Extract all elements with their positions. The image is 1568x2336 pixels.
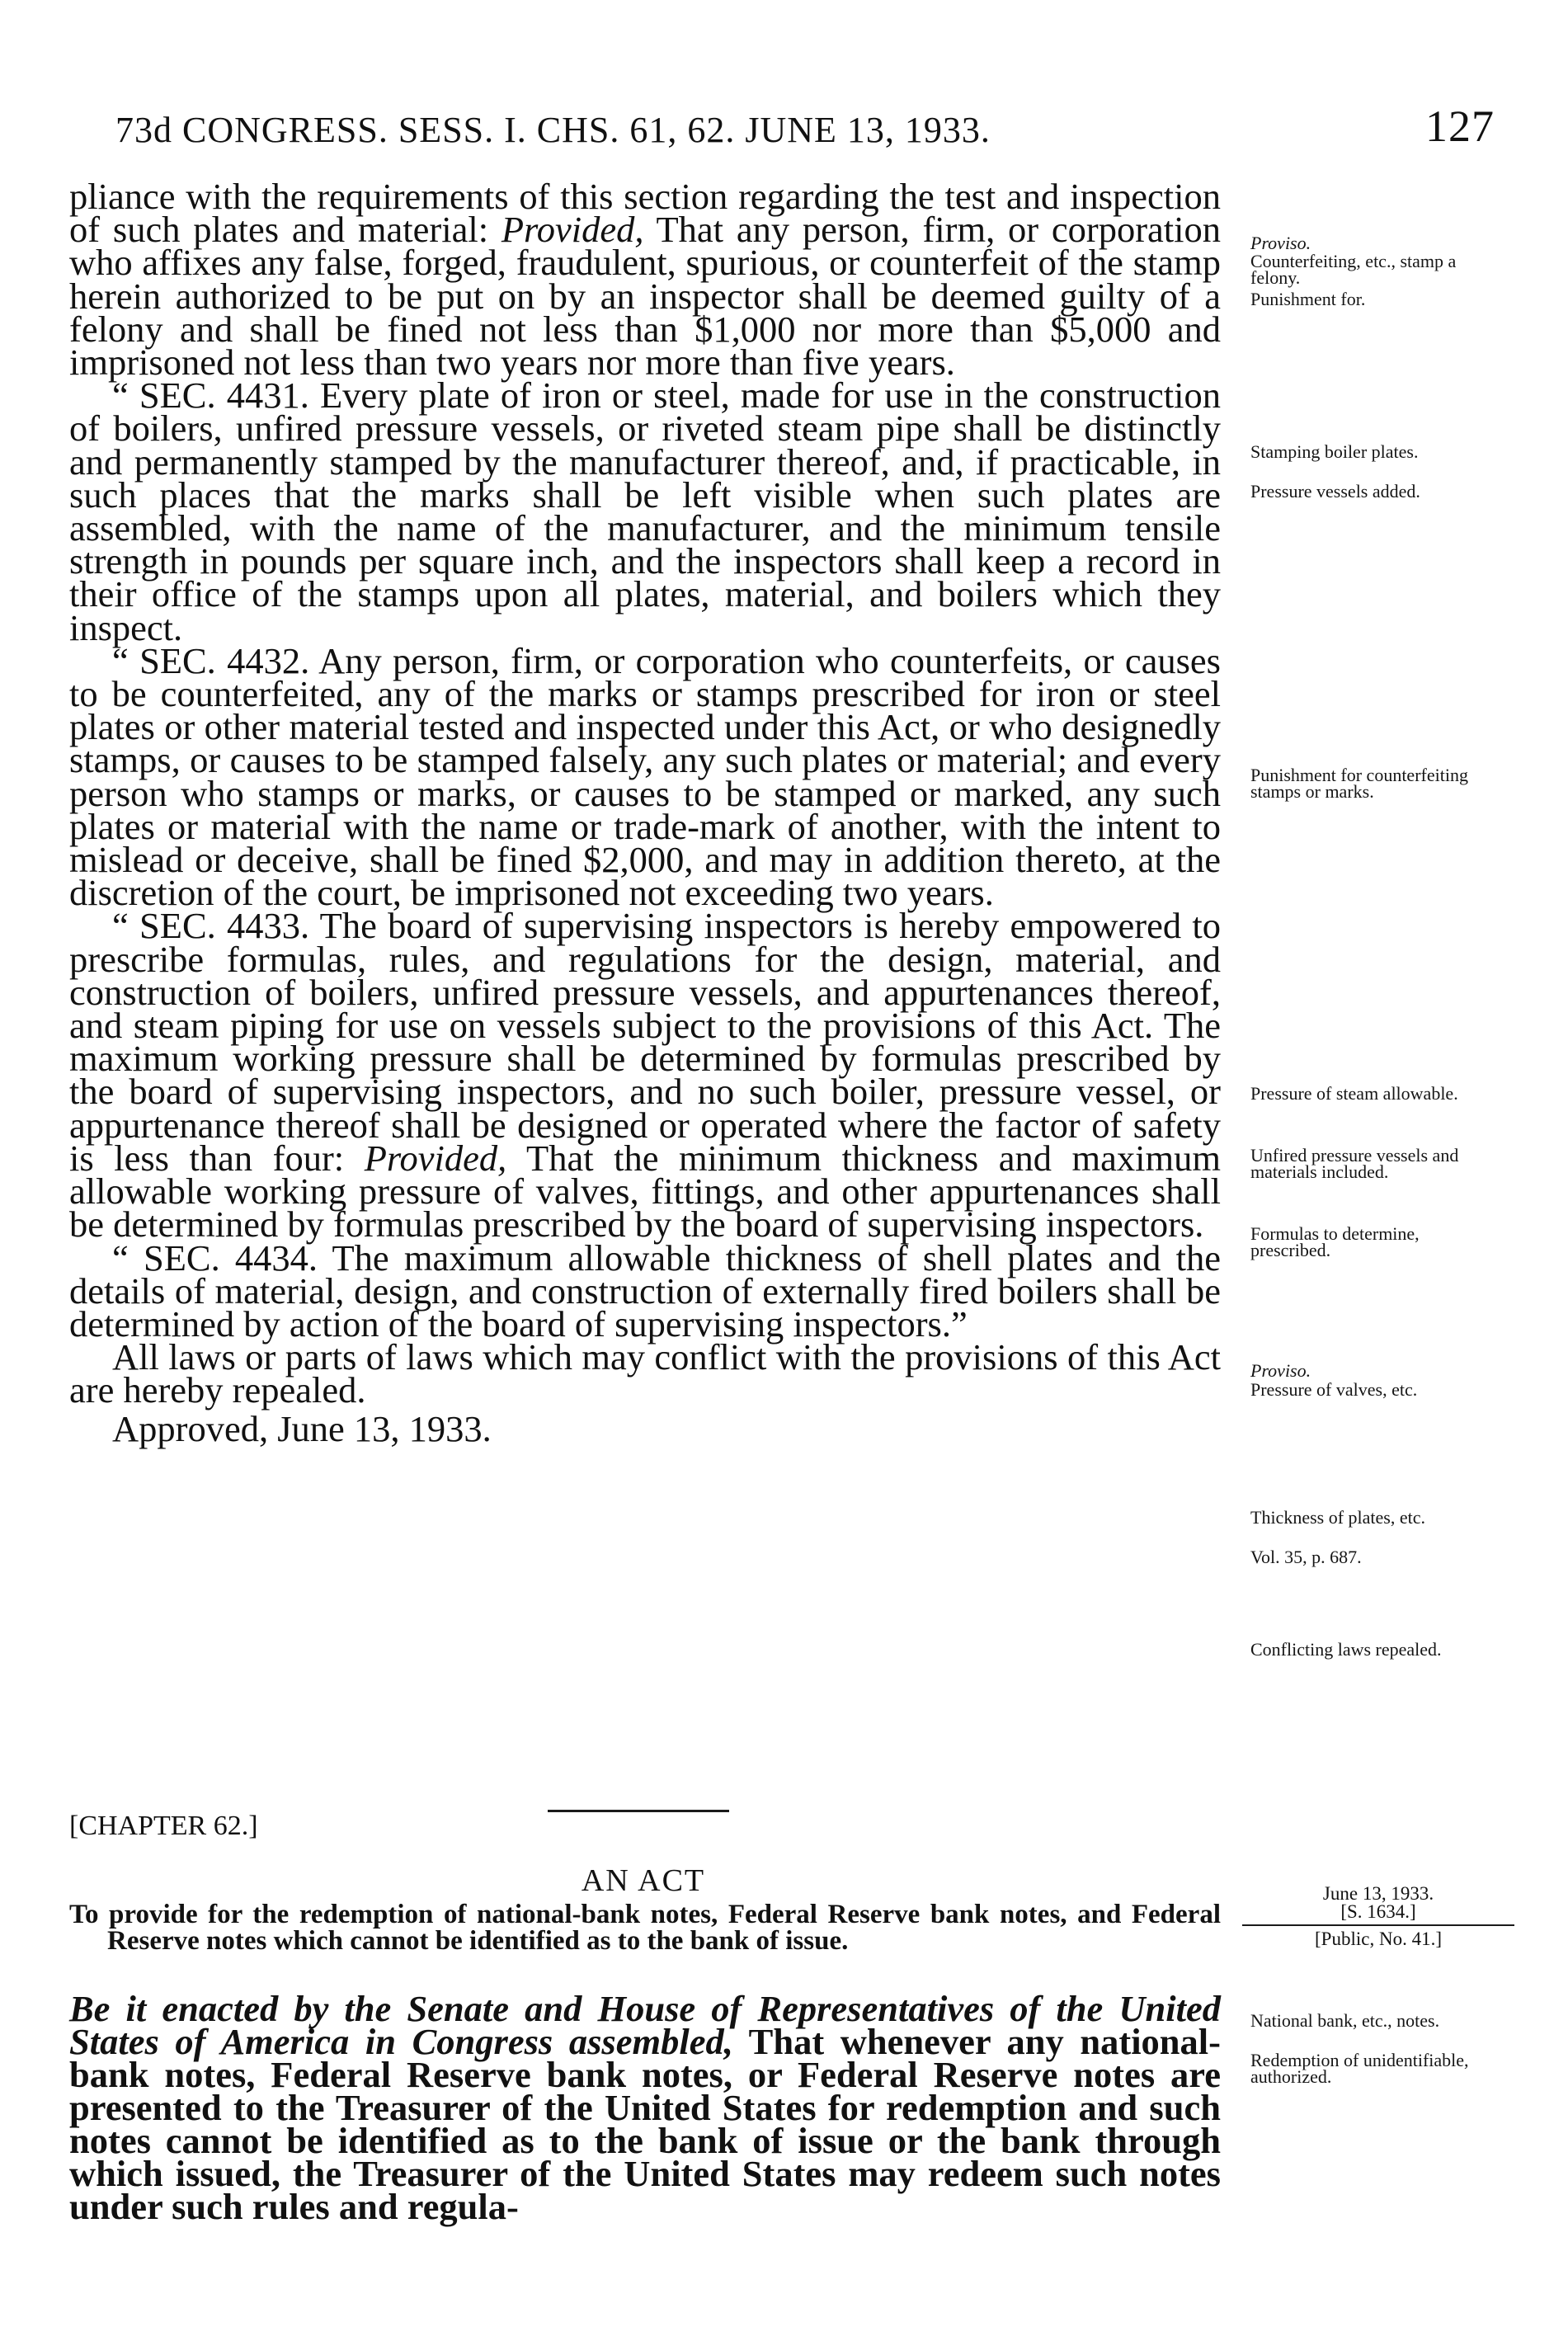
section-4433 xyxy=(69,905,1221,1246)
act-date: June 13, 1933. xyxy=(1322,1883,1434,1904)
para1-text-b: That any person, firm, or corporation who affixes any false, forged, fraudulent, spurious, or counterfeit of the stamp herein authorized to be put on by an inspector shall be deemed guilty of a felony and shall be fined not less than $1,000 nor more than $5,000 and imprisoned not less than two years nor more than five years. xyxy=(69,209,1222,384)
margin-note-formulas: Formulas to determine, prescribed. xyxy=(1250,1223,1420,1260)
margin-note-proviso: Proviso. xyxy=(1250,233,1311,253)
proviso-word: Provided, xyxy=(501,209,644,251)
sec4433-text-b: That the minimum thickness and maximum allowable working pressure of valves, fittings, and other appurtenances shall be determined by formulas prescribed by the board of supervising inspectors. xyxy=(69,1137,1221,1246)
margin-note-pressure-steam: Pressure of steam allowable. xyxy=(1250,1083,1458,1104)
section-divider xyxy=(548,1810,729,1812)
chapter-label: [CHAPTER 62.] xyxy=(69,1811,258,1841)
margin-note-redemption: Redemption of unidentifiable, authorized. xyxy=(1250,2050,1469,2087)
margin-note-punishment-counterfeiting: Punishment for counterfeiting stamps or marks. xyxy=(1250,765,1468,802)
running-head: 73d CONGRESS. SESS. I. CHS. 61, 62. JUNE 13, 1933. xyxy=(115,110,991,150)
margin-note-vol-ref: Vol. 35, p. 687. xyxy=(1250,1547,1362,1567)
margin-note-proviso-2: Proviso. xyxy=(1250,1360,1311,1381)
enacting-text: That whenever any national-bank notes, Federal Reserve bank notes, or Federal Reserve notes are presented to the Treasurer of the United States for redemption and such notes cannot be identified as to the bank of issue or the bank through which issued, the Treasurer of the United States may redeem such notes under such rules and regula- xyxy=(69,2021,1221,2227)
margin-note-counterfeiting: Counterfeiting, etc., stamp a felony. xyxy=(1250,251,1457,288)
act-title: AN ACT xyxy=(581,1863,706,1898)
senate-bill: [S. 1634.] xyxy=(1340,1901,1416,1922)
enacting-formula: Be it enacted by the Senate and House of Representatives of the United States of America in Congress assembled, xyxy=(69,1988,1221,2062)
public-number: [Public, No. 41.] xyxy=(1315,1929,1442,1949)
sec4433-text-a: “ SEC. 4433. The board of supervising inspectors is hereby empowered to prescribe formulas, rules, and regulations for the design, material, and construction of boilers, unfired pressure vessels, and appurtenances thereof, and steam piping for use on vessels subject to the provisions of this Act. The maximum working pressure shall be determined by formulas prescribed by the board of supervising inspectors, and no such boiler, pressure vessel, or appurtenance thereof shall be designed or operated where the factor of safety is less than four: xyxy=(69,905,1221,1179)
meta-divider xyxy=(1242,1924,1514,1926)
paragraph-proviso xyxy=(69,176,1222,384)
repeal-clause: All laws or parts of laws which may conflict with the provisions of this Act are hereby repealed. xyxy=(69,1336,1221,1411)
margin-note-conflicting: Conflicting laws repealed. xyxy=(1250,1639,1442,1660)
page-number: 127 xyxy=(1425,101,1495,151)
para1-text-a: pliance with the requirements of this section regarding the test and inspection of such plates and material: xyxy=(69,176,1221,251)
margin-note-unfired: Unfired pressure vessels and materials included. xyxy=(1250,1145,1459,1182)
enacting-clause xyxy=(69,1988,1221,2227)
margin-note-thickness: Thickness of plates, etc. xyxy=(1250,1507,1425,1528)
margin-note-national-bank: National bank, etc., notes. xyxy=(1250,2010,1440,2031)
main-text-column xyxy=(69,176,1222,1449)
act-purpose: To provide for the redemption of national-bank notes, Federal Reserve bank notes, and Federal Reserve notes which cannot be identified as to the bank of issue. xyxy=(69,1900,1221,1956)
section-4431: “ SEC. 4431. Every plate of iron or steel, made for use in the construction of boilers, unfired pressure vessels, or riveted steam pipe shall be distinctly and permanently stamped by the manufacturer thereof, and, if practicable, in such places that the marks shall be left visible when such plates are assembled, with the name of the manufacturer, and the minimum tensile strength in pounds per square inch, and the inspectors shall keep a record in their office of the stamps upon all plates, material, and boilers which they inspect. xyxy=(69,374,1221,648)
approval-date: Approved, June 13, 1933. xyxy=(112,1407,492,1449)
margin-note-punishment: Punishment for. xyxy=(1250,289,1366,309)
margin-note-stamping: Stamping boiler plates. xyxy=(1250,441,1419,462)
section-4434: “ SEC. 4434. The maximum allowable thickness of shell plates and the details of material, design, and construction of externally fired boilers shall be determined by action of the board of supervising inspectors.” xyxy=(69,1236,1221,1345)
section-4432: “ SEC. 4432. Any person, firm, or corporation who counterfeits, or causes to be counterfeited, any of the marks or stamps prescribed for iron or steel plates or other material tested and inspected under this Act, or who designedly stamps, or causes to be stamped falsely, any such plates or material; and every person who stamps or marks, or causes to be stamped or marked, any such plates or material with the name or trade-mark of another, with the intent to mislead or deceive, shall be fined $2,000, and may in addition thereto, at the discretion of the court, be imprisoned not exceeding two years. xyxy=(69,639,1221,914)
margin-note-pressure-vessels: Pressure vessels added. xyxy=(1250,481,1420,502)
margin-note-pressure-valves: Pressure of valves, etc. xyxy=(1250,1379,1418,1400)
proviso-word-2: Provided, xyxy=(364,1137,507,1179)
